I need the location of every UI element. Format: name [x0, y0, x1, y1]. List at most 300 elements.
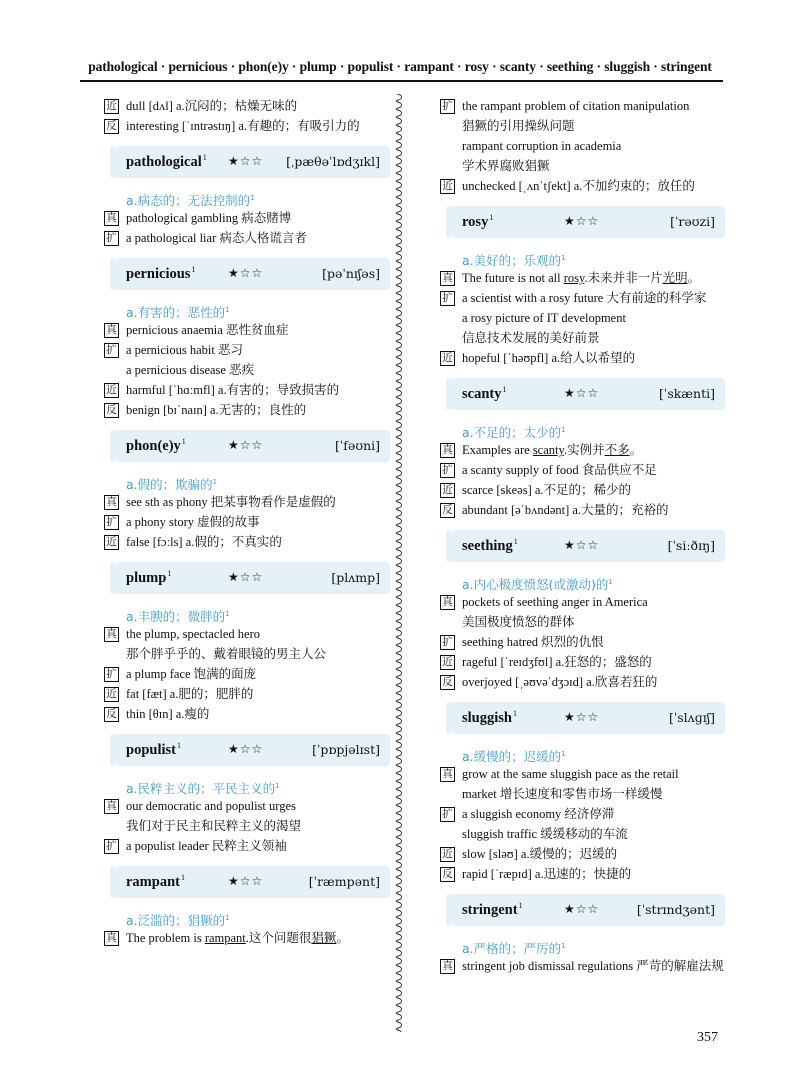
example-row	[104, 96, 390, 116]
spiral-coil	[396, 654, 401, 662]
spiral-coil	[396, 374, 401, 382]
spiral-coil	[396, 222, 401, 230]
example-row	[440, 612, 725, 632]
spiral-coil	[396, 350, 401, 358]
row-text: market 增长速度和零售市场一样缓慢	[462, 787, 663, 801]
spiral-coil	[396, 574, 401, 582]
spiral-coil	[396, 966, 401, 974]
star-rating-icon: ★☆☆	[228, 874, 264, 888]
spiral-coil	[396, 438, 401, 446]
row-text: unchecked [ˌʌnˈtʃekt] a.不加约束的；放任的	[462, 179, 695, 193]
row-text: thin [θɪn] a.瘦的	[126, 707, 210, 721]
example-row	[104, 360, 390, 380]
label-tag: 扩	[104, 231, 119, 246]
spiral-coil	[396, 622, 401, 630]
spiral-coil	[396, 918, 401, 926]
spiral-coil	[396, 542, 401, 550]
headword-text: pathological	[126, 154, 202, 170]
headword	[462, 901, 523, 919]
label-tag: 近	[104, 687, 119, 702]
spiral-coil	[396, 358, 401, 366]
example-row	[440, 116, 725, 136]
row-text: harmful [ˈhɑːmfl] a.有害的；导致损害的	[126, 383, 340, 397]
headword-superscript: 1	[489, 213, 494, 222]
spiral-coil	[396, 958, 401, 966]
example-row	[104, 512, 390, 532]
spiral-coil	[396, 214, 401, 222]
label-tag: 近	[440, 847, 455, 862]
example-row	[104, 532, 390, 552]
spiral-coil	[396, 270, 401, 278]
headword	[462, 709, 517, 727]
spiral-coil	[396, 118, 401, 126]
label-tag: 近	[104, 99, 119, 114]
spiral-coil	[396, 302, 401, 310]
row-text: 美国极度愤怒的群体	[462, 615, 575, 629]
example-row	[104, 320, 390, 340]
spiral-divider	[392, 94, 408, 1032]
example-row	[104, 116, 390, 136]
page-number: 357	[697, 1030, 718, 1045]
spiral-coil	[396, 102, 401, 110]
spiral-coil	[396, 614, 401, 622]
spiral-coil	[396, 814, 401, 822]
spiral-coil	[396, 942, 401, 950]
underlined-text: scanty	[532, 443, 564, 457]
example-row	[440, 652, 725, 672]
row-text: a phony story 虚假的故事	[126, 515, 260, 529]
row-text: interesting [ˈɪntrəstɪŋ] a.有趣的；有吸引力的	[126, 119, 360, 133]
headword-box-sluggish	[452, 702, 725, 734]
phonetic: [ˈfəʊni]	[334, 438, 380, 453]
example-row	[440, 632, 725, 652]
spiral-coil	[396, 566, 401, 574]
label-tag: 反	[440, 867, 455, 882]
label-tag: 扩	[104, 343, 119, 358]
example-row	[440, 460, 725, 480]
spiral-coil	[396, 318, 401, 326]
spiral-coil	[396, 446, 401, 454]
spiral-coil	[396, 678, 401, 686]
headword-text: rosy	[462, 214, 489, 230]
label-tag: 真	[104, 931, 119, 946]
definition-superscript: 1	[250, 194, 255, 202]
phonetic: [pəˈnɪʃəs]	[322, 266, 380, 281]
headword	[462, 213, 493, 231]
spiral-coil	[396, 134, 401, 142]
sentence-text: 。	[336, 931, 349, 945]
label-tag: 真	[104, 323, 119, 338]
headword	[126, 741, 181, 759]
row-text: overjoyed [ˌəʊvəˈdʒɔɪd] a.欣喜若狂的	[462, 675, 658, 689]
definition-text: a.内心极度愤怒(或激动)的	[462, 577, 609, 592]
definition-superscript: 1	[225, 914, 230, 922]
spiral-coil	[396, 670, 401, 678]
row-text: 那个胖乎乎的、戴着眼镜的男主人公	[126, 647, 327, 661]
row-text: sluggish traffic 缓缓移动的车流	[462, 827, 628, 841]
left-column	[104, 96, 390, 948]
row-text: a scientist with a rosy future 大有前途的科学家	[462, 291, 707, 305]
row-text: 我们对于民主和民粹主义的渴望	[126, 819, 302, 833]
spiral-coil	[396, 894, 401, 902]
example-row	[104, 816, 390, 836]
example-row	[104, 684, 390, 704]
headword-text: scanty	[462, 386, 502, 402]
definition-text: a.不足的；太少的	[462, 425, 562, 440]
spiral-coil	[396, 998, 401, 1006]
example-row	[104, 644, 390, 664]
example-row	[104, 340, 390, 360]
label-tag: 近	[440, 655, 455, 670]
example-row	[440, 96, 725, 116]
row-text: a pernicious habit 恶习	[126, 343, 243, 357]
row-text: pockets of seething anger in America	[462, 595, 648, 609]
spiral-coil	[396, 422, 401, 430]
row-text: scarce [skeəs] a.不足的；稀少的	[462, 483, 632, 497]
headword-superscript: 1	[191, 265, 196, 274]
spiral-coil	[396, 390, 401, 398]
example-row	[440, 308, 725, 328]
star-rating-icon: ★☆☆	[228, 438, 264, 452]
spiral-coil	[396, 982, 401, 990]
spiral-coil	[396, 662, 401, 670]
spiral-coil	[396, 310, 401, 318]
example-row	[104, 796, 390, 816]
spiral-coil	[396, 926, 401, 934]
definition	[440, 248, 725, 268]
spiral-coil	[396, 526, 401, 534]
underlined-text: rosy	[563, 271, 585, 285]
spiral-coil	[396, 398, 401, 406]
row-text: a scanty supply of food 食品供应不足	[462, 463, 657, 477]
spiral-coil	[396, 870, 401, 878]
spiral-coil	[396, 598, 401, 606]
spiral-coil	[396, 606, 401, 614]
spiral-coil	[396, 838, 401, 846]
definition-text: a.病态的；无法控制的	[126, 193, 251, 208]
label-tag: 扩	[104, 515, 119, 530]
row-text: a plump face 饱满的面庞	[126, 667, 257, 681]
spiral-coil	[396, 1030, 401, 1032]
headword-text: sluggish	[462, 710, 512, 726]
spiral-coil	[396, 206, 401, 214]
spiral-coil	[396, 198, 401, 206]
example-row	[440, 764, 725, 784]
headword	[126, 153, 207, 171]
headword-superscript: 1	[180, 873, 185, 882]
spiral-coil	[396, 846, 401, 854]
headword-box-pathological	[116, 146, 390, 178]
spiral-coil	[396, 238, 401, 246]
headword-text: rampant	[126, 874, 180, 890]
star-rating-icon: ★☆☆	[228, 570, 264, 584]
spiral-coil	[396, 974, 401, 982]
star-rating-icon: ★☆☆	[564, 902, 600, 916]
headword-text: seething	[462, 538, 513, 554]
definition	[440, 420, 725, 440]
spiral-coil	[396, 230, 401, 238]
spiral-coil	[396, 990, 401, 998]
underlined-text: 光明	[662, 271, 688, 285]
spiral-coil	[396, 158, 401, 166]
spiral-coil	[396, 406, 401, 414]
spiral-coil	[396, 150, 401, 158]
sentence-text: The problem is	[126, 931, 205, 945]
headword	[126, 873, 185, 891]
row-text: seething hatred 炽烈的仇恨	[462, 635, 604, 649]
spiral-coil	[396, 790, 401, 798]
example-row	[440, 844, 725, 864]
spiral-coil	[396, 254, 401, 262]
right-column	[440, 96, 725, 976]
label-tag: 扩	[440, 635, 455, 650]
row-text: grow at the same sluggish pace as the retail	[462, 767, 679, 781]
headword-box-rosy	[452, 206, 725, 238]
spiral-coil	[396, 726, 401, 734]
spiral-coil	[396, 166, 401, 174]
spiral-coil	[396, 366, 401, 374]
headword	[126, 265, 195, 283]
example-row	[440, 956, 725, 976]
spiral-coil	[396, 94, 401, 102]
definition	[104, 188, 390, 208]
headword-superscript: 1	[513, 537, 518, 546]
row-text: a pathological liar 病态人格谎言者	[126, 231, 307, 245]
definition-superscript: 1	[561, 254, 566, 262]
label-tag: 扩	[440, 463, 455, 478]
spiral-coil	[396, 486, 401, 494]
spiral-coil	[396, 142, 401, 150]
label-tag: 真	[440, 959, 455, 974]
definition-superscript: 1	[608, 578, 613, 586]
definition-superscript: 1	[225, 306, 230, 314]
definition-text: a.民粹主义的；平民主义的	[126, 781, 276, 796]
definition-text: a.假的；欺骗的	[126, 477, 213, 492]
headword-box-phoney	[116, 430, 390, 462]
label-tag: 扩	[104, 667, 119, 682]
spiral-coil	[396, 294, 401, 302]
sentence-text: Examples are	[462, 443, 533, 457]
label-tag: 反	[440, 503, 455, 518]
spiral-coil	[396, 342, 401, 350]
definition-text: a.丰腴的；微胖的	[126, 609, 226, 624]
definition-text: a.泛滥的；猖獗的	[126, 913, 226, 928]
underlined-text: rampant	[204, 931, 246, 945]
headword-superscript: 1	[176, 741, 181, 750]
spiral-coil	[396, 646, 401, 654]
spiral-coil	[396, 1014, 401, 1022]
spiral-coil	[396, 582, 401, 590]
spiral-coil	[396, 798, 401, 806]
spiral-coil	[396, 478, 401, 486]
row-text: dull [dʌl] a.沉闷的；枯燥无味的	[126, 99, 298, 113]
spiral-coil	[396, 470, 401, 478]
row-text: rampant corruption in academia	[462, 139, 622, 153]
spiral-coil	[396, 854, 401, 862]
row-text: rapid [ˈræpɪd] a.迅速的；快捷的	[462, 867, 632, 881]
label-tag: 反	[104, 403, 119, 418]
row-text: the plump, spectacled hero	[126, 627, 260, 641]
phonetic: [ˈsiːðɪŋ]	[667, 538, 715, 553]
headword	[462, 385, 506, 403]
definition-superscript: 1	[275, 782, 280, 790]
spiral-coil	[396, 742, 401, 750]
spiral-coil	[396, 702, 401, 710]
headword-box-rampant	[116, 866, 390, 898]
sentence-text: 。	[687, 271, 701, 285]
label-tag: 真	[104, 799, 119, 814]
definition-text: a.有害的；恶性的	[126, 305, 226, 320]
example-row	[440, 672, 725, 692]
spiral-coil	[396, 878, 401, 886]
spiral-coil	[396, 382, 401, 390]
example-row	[440, 804, 725, 824]
star-rating-icon: ★☆☆	[228, 266, 264, 280]
example-row	[104, 228, 390, 248]
headword-text: populist	[126, 742, 176, 758]
row-text: slow [sləʊ] a.缓慢的；迟缓的	[462, 847, 618, 861]
spiral-coil	[396, 414, 401, 422]
example-row	[440, 328, 725, 348]
underlined-text: 猖獗	[311, 931, 337, 945]
spiral-coil	[396, 262, 401, 270]
row-text: 学术界腐败猖獗	[462, 159, 550, 173]
headword-superscript: 1	[181, 437, 186, 446]
row-text: stringent job dismissal regulations 严苛的解雇法规	[462, 959, 724, 973]
row-text: rageful [ˈreɪdʒfʊl] a.狂怒的；盛怒的	[462, 655, 652, 669]
label-tag: 近	[440, 351, 455, 366]
phonetic: [ˈslʌɡɪʃ]	[668, 710, 715, 725]
row-text	[126, 928, 349, 948]
label-tag: 真	[104, 495, 119, 510]
label-tag: 近	[440, 179, 455, 194]
spiral-coil	[396, 766, 401, 774]
definition-text: a.美好的；乐观的	[462, 253, 562, 268]
label-tag: 近	[440, 483, 455, 498]
headword-superscript: 1	[167, 569, 172, 578]
spiral-coil	[396, 950, 401, 958]
row-text: a sluggish economy 经济停滞	[462, 807, 615, 821]
example-row	[440, 268, 725, 288]
definition	[104, 300, 390, 320]
row-text: 信息技术发展的美好前景	[462, 331, 600, 345]
row-text: see sth as phony 把某事物看作是虚假的	[126, 495, 336, 509]
row-text: false [fɔːls] a.假的；不真实的	[126, 535, 282, 549]
row-text: a pernicious disease 恶疾	[126, 363, 255, 377]
row-text: fat [fæt] a.肥的；肥胖的	[126, 687, 254, 701]
definition-text: a.严格的；严厉的	[462, 941, 562, 956]
example-row	[440, 864, 725, 884]
row-text: the rampant problem of citation manipulation	[462, 99, 690, 113]
star-rating-icon: ★☆☆	[228, 154, 264, 168]
headword-box-pernicious	[116, 258, 390, 290]
phonetic: [plʌmp]	[331, 570, 380, 585]
example-row	[104, 664, 390, 684]
star-rating-icon: ★☆☆	[228, 742, 264, 756]
headword-text: pernicious	[126, 266, 191, 282]
headword-superscript: 1	[518, 901, 523, 910]
headword-box-scanty	[452, 378, 725, 410]
example-row	[104, 928, 390, 948]
label-tag: 真	[440, 767, 455, 782]
phonetic: [ˈskænti]	[659, 386, 715, 401]
example-row	[104, 400, 390, 420]
label-tag: 扩	[440, 291, 455, 306]
example-row	[440, 348, 725, 368]
row-text: 猖獗的引用操纵问题	[462, 119, 575, 133]
spiral-coil	[396, 806, 401, 814]
example-row	[440, 156, 725, 176]
label-tag: 真	[104, 211, 119, 226]
example-row	[440, 480, 725, 500]
sentence-text: .未来并非一片	[584, 271, 663, 285]
spiral-coil	[396, 934, 401, 942]
spiral-coil	[396, 718, 401, 726]
definition	[440, 744, 725, 764]
underlined-text: 不多	[604, 443, 630, 457]
spiral-coil	[396, 910, 401, 918]
example-row	[104, 704, 390, 724]
spiral-coil	[396, 1022, 401, 1030]
star-rating-icon: ★☆☆	[564, 710, 600, 724]
example-row	[440, 440, 725, 460]
definition-superscript: 1	[561, 942, 566, 950]
sentence-text: .这个问题很	[245, 931, 312, 945]
spiral-coil	[396, 246, 401, 254]
star-rating-icon: ★☆☆	[564, 538, 600, 552]
headword-box-seething	[452, 530, 725, 562]
example-row	[104, 380, 390, 400]
definition-superscript: 1	[561, 426, 566, 434]
definition	[440, 936, 725, 956]
label-tag: 近	[104, 383, 119, 398]
label-tag: 真	[440, 595, 455, 610]
example-row	[440, 176, 725, 196]
sentence-text: The future is not all	[462, 271, 564, 285]
example-row	[440, 784, 725, 804]
spiral-coil	[396, 510, 401, 518]
label-tag: 扩	[440, 807, 455, 822]
label-tag: 扩	[440, 99, 455, 114]
row-text: a rosy picture of IT development	[462, 311, 626, 325]
row-text: pathological gambling 病态赌博	[126, 211, 292, 225]
star-rating-icon: ★☆☆	[564, 386, 600, 400]
label-tag: 真	[440, 443, 455, 458]
example-row	[440, 500, 725, 520]
spiral-coil	[396, 830, 401, 838]
label-tag: 反	[440, 675, 455, 690]
spiral-coil	[396, 686, 401, 694]
example-row	[440, 592, 725, 612]
row-text: a populist leader 民粹主义领袖	[126, 839, 287, 853]
spiral-coil	[396, 286, 401, 294]
spiral-coil	[396, 630, 401, 638]
label-tag: 反	[104, 119, 119, 134]
spiral-coil	[396, 454, 401, 462]
spiral-coil	[396, 174, 401, 182]
spiral-coil	[396, 750, 401, 758]
phonetic: [ˈræmpənt]	[308, 874, 380, 889]
spiral-coil	[396, 886, 401, 894]
spiral-coil	[396, 334, 401, 342]
headword-superscript: 1	[512, 709, 517, 718]
row-text: our democratic and populist urges	[126, 799, 296, 813]
spiral-coil	[396, 862, 401, 870]
definition-superscript: 1	[225, 610, 230, 618]
example-row	[104, 836, 390, 856]
headword-text: plump	[126, 570, 167, 586]
definition	[104, 776, 390, 796]
